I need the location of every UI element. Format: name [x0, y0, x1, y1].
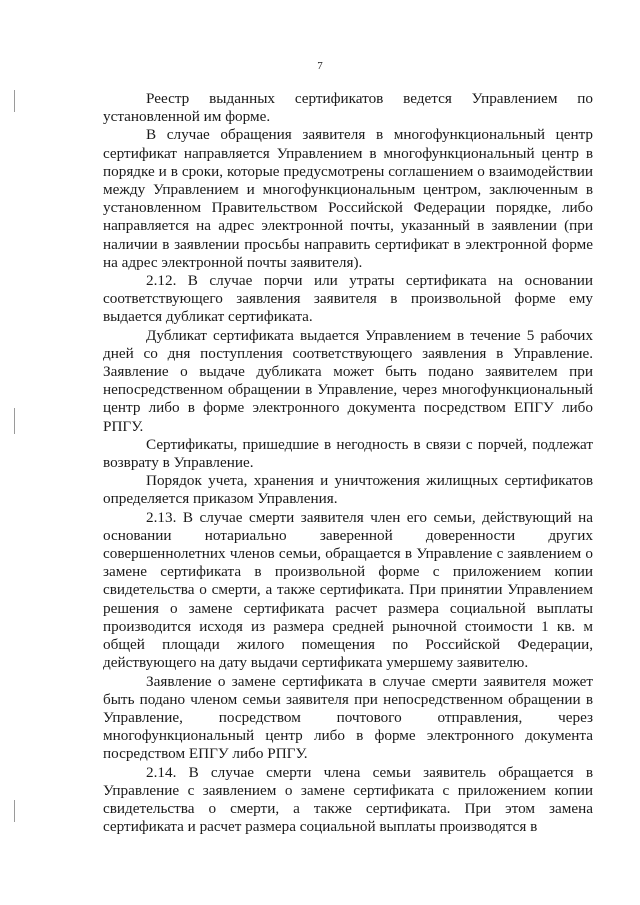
paragraph-2-13: 2.13. В случае смерти заявителя член его семьи, действующий на основании нотариально заверенной доверенности других совершеннолетних членов семьи, обращается в Управление с заявлением о замене сертификата в произвольной форме с приложением копии свидетельства о смерти, а также сертификата. При принятии Управлением решения о замене сертификата расчет размера социальной выплаты производится исходя из размера средней рыночной стоимости 1 кв. м общей площади жилого помещения по Российской Федерации, действующего на дату выдачи сертификата умершему заявителю.	[103, 508, 593, 672]
paragraph-2-12: 2.12. В случае порчи или утраты сертификата на основании соответствующего заявления заявителя в произвольной форме ему выдается дубликат сертификата.	[103, 272, 593, 326]
body-text	[103, 90, 593, 836]
paragraph-registry: Реестр выданных сертификатов ведется Управлением по установленной им форме.	[103, 90, 593, 126]
paragraph-replacement-application: Заявление о замене сертификата в случае смерти заявителя может быть подано членом семьи заявителя при непосредственном обращении в Управление, посредством почтового отправления, через многофункциональный центр либо в форме электронного документа посредством ЕПГУ либо РПГУ.	[103, 672, 593, 763]
paragraph-duplicate: Дубликат сертификата выдается Управлением в течение 5 рабочих дней со дня поступления соответствующего заявления в Управление. Заявление о выдаче дубликата может быть подано заявителем при непосредственном обращении в Управление, через многофункциональный центр либо в форме электронного документа посредством ЕПГУ либо РПГУ.	[103, 326, 593, 435]
paragraph-mfc-delivery: В случае обращения заявителя в многофункциональный центр сертификат направляется Управлением в многофункциональный центр в порядке и в сроки, которые предусмотрены соглашением о взаимодействии между Управлением и многофункциональным центром, заключенным в установленном Правительством Российской Федерации порядке, либо направляется на адрес электронной почты, указанный в заявлении (при наличии в заявлении просьбы направить сертификат в электронной форме на адрес электронной почты заявителя).	[103, 126, 593, 271]
scan-margin-mark	[14, 90, 15, 112]
paragraph-accounting-order: Порядок учета, хранения и уничтожения жилищных сертификатов определяется приказом Управления.	[103, 472, 593, 508]
scan-margin-mark	[14, 800, 15, 822]
page-number: 7	[317, 60, 323, 72]
paragraph-damaged-certificates: Сертификаты, пришедшие в негодность в связи с порчей, подлежат возврату в Управление.	[103, 435, 593, 472]
scan-margin-mark	[14, 408, 15, 434]
paragraph-2-14: 2.14. В случае смерти члена семьи заявитель обращается в Управление с заявлением о замене сертификата с приложением копии свидетельства о смерти, а также сертификата. При этом замена сертификата и расчет размера социальной выплаты производятся в	[103, 763, 593, 836]
